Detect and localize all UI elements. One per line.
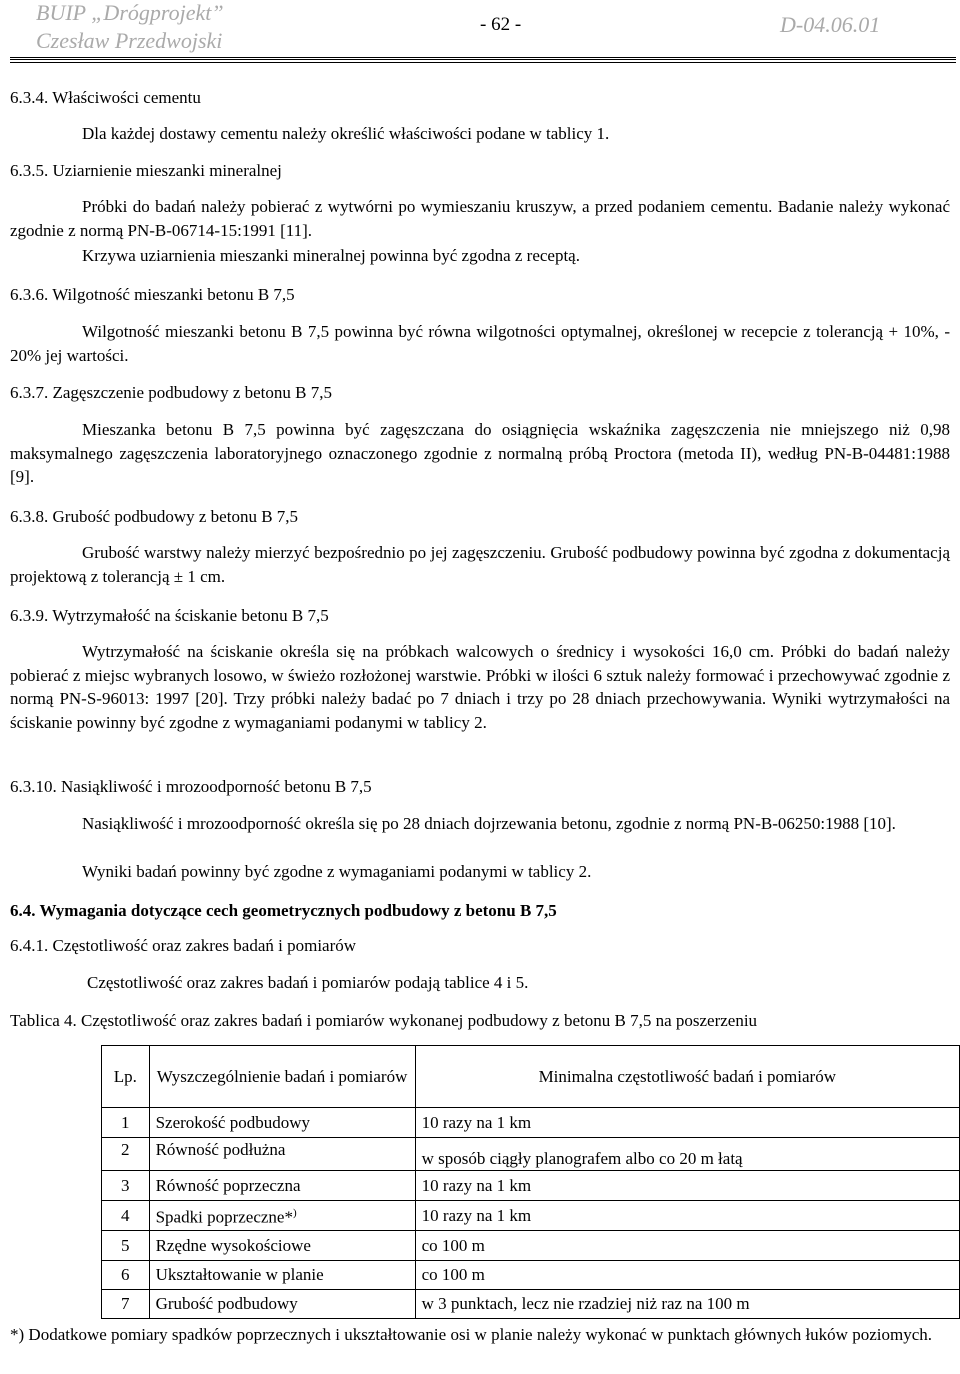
header-lp: Lp. [102, 1046, 150, 1108]
section-641-text: Częstotliwość oraz zakres badań i pomiarów podają tablice 4 i 5. [87, 973, 529, 992]
section-639-text: Wytrzymałość na ściskanie określa się na próbkach walcowych o średnicy i wysokości 16,0 cm. Próbki do badań należy pobierać z miejsc wybranych losowo, w świeżo rozłożonej warstwie. Próbki w ilości 6 sztuk należy formować i przechowywać zgodnie z normą PN-S-96013: 1997 [20]. Trzy próbki należy badać po 7 dniach i trzy po 28 dniach przechowywania. Wyniki wytrzymałości na ściskanie powinny być zgodne z wymaganiami podanymi w tablicy 2. [10, 642, 950, 732]
section-636-text: Wilgotność mieszanki betonu B 7,5 powinna być równa wilgotności optymalnej, określonej w recepcie z tolerancją + 10%, - 20% jej wartości. [10, 322, 950, 365]
section-6310-text-2: Wyniki badań powinny być zgodne z wymaganiami podanymi w tablicy 2. [82, 862, 592, 881]
header-left [36, 0, 224, 54]
section-637-title: 6.3.7. Zagęszczenie podbudowy z betonu B 7,5 [10, 383, 332, 402]
table-row: 4 Spadki poprzeczne*) 10 razy na 1 km [102, 1201, 960, 1231]
section-6310-text: Nasiąkliwość i mrozoodporność określa się po 28 dniach dojrzewania betonu, zgodnie z normą PN-B-06250:1988 [10]. [82, 814, 896, 833]
section-635-title: 6.3.5. Uziarnienie mieszanki mineralnej [10, 161, 282, 180]
table-caption: Tablica 4. Częstotliwość oraz zakres badań i pomiarów wykonanej podbudowy z betonu B 7,5 na poszerzeniu [10, 1011, 758, 1030]
section-641-title: 6.4.1. Częstotliwość oraz zakres badań i pomiarów [10, 936, 357, 955]
page-header [0, 0, 960, 60]
table-row: 7 Grubość podbudowy w 3 punktach, lecz nie rzadziej niż raz na 100 m [102, 1290, 960, 1319]
table-4 [101, 1045, 960, 1319]
table-row: 5 Rzędne wysokościowe co 100 m [102, 1231, 960, 1261]
section-64-title: 6.4. Wymagania dotyczące cech geometrycznych podbudowy z betonu B 7,5 [10, 901, 557, 920]
section-635-text-2: Krzywa uziarnienia mieszanki mineralnej powinna być zgodna z receptą. [82, 246, 580, 265]
page-number: - 62 - [480, 14, 522, 35]
section-638-text: Grubość warstwy należy mierzyć bezpośrednio po jej zagęszczeniu. Grubość podbudowy powinna być zgodna z dokumentacją projektową z tolerancją ± 1 cm. [10, 543, 950, 586]
section-6310-title: 6.3.10. Nasiąkliwość i mrozoodporność betonu B 7,5 [10, 777, 372, 796]
section-638-title: 6.3.8. Grubość podbudowy z betonu B 7,5 [10, 507, 299, 526]
section-639-title: 6.3.9. Wytrzymałość na ściskanie betonu B 7,5 [10, 606, 329, 625]
table-row: 1 Szerokość podbudowy 10 razy na 1 km [102, 1108, 960, 1138]
table-row: 2 Równość podłużna w sposób ciągły planografem albo co 20 m łatą [102, 1138, 960, 1171]
header-frequency: Minimalna częstotliwość badań i pomiarów [415, 1046, 959, 1108]
section-634-title: 6.3.4. Właściwości cementu [10, 88, 201, 107]
table-row: 3 Równość poprzeczna 10 razy na 1 km [102, 1171, 960, 1201]
superscript: ) [292, 1206, 297, 1219]
company-name: BUIP „Drógprojekt” [36, 0, 224, 25]
footnote: *) Dodatkowe pomiary spadków poprzecznych i ukształtowanie osi w planie należy wykonać w punktach głównych łuków poziomych. [10, 1325, 933, 1344]
header-item: Wyszczególnienie badań i pomiarów [149, 1046, 415, 1108]
table-header-row [102, 1046, 960, 1108]
section-635-text: Próbki do badań należy pobierać z wytwórni po wymieszaniu kruszyw, a przed podaniem cementu. Badanie należy wykonać zgodnie z normą PN-B-06714-15:1991 [11]. [10, 197, 950, 240]
author-name: Czesław Przedwojski [36, 28, 223, 53]
header-rule [10, 57, 956, 63]
document-code: D-04.06.01 [780, 12, 881, 37]
section-636-title: 6.3.6. Wilgotność mieszanki betonu B 7,5 [10, 285, 295, 304]
section-637-text: Mieszanka betonu B 7,5 powinna być zagęszczana do osiągnięcia wskaźnika zagęszczenia nie mniejszego niż 0,98 maksymalnego zagęszczenia laboratoryjnego oznaczonego zgodnie z normalną próbą Proctora (metoda II), według PN-B-04481:1988 [9]. [10, 420, 950, 486]
table-row: 6 Ukształtowanie w planie co 100 m [102, 1261, 960, 1290]
section-634-text: Dla każdej dostawy cementu należy określić właściwości podane w tablicy 1. [82, 124, 610, 143]
